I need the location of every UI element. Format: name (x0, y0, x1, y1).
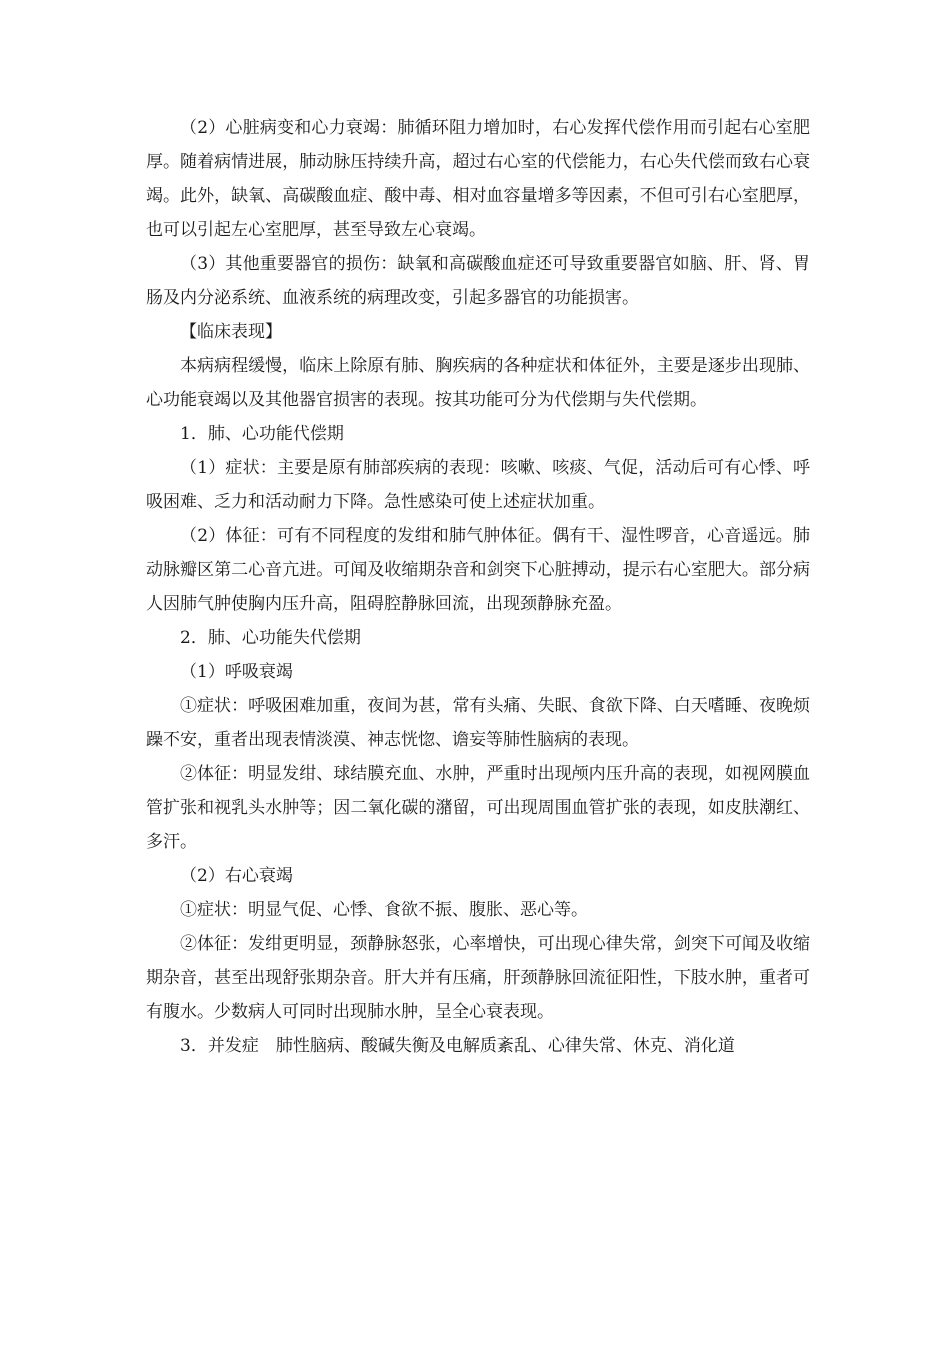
paragraph-respiratory-signs: ②体征：明显发绀、球结膜充血、水肿，严重时出现颅内压升高的表现，如视网膜血管扩张和视乳头水肿等；因二氧化碳的潴留，可出现周围血管扩张的表现，如皮肤潮红、多汗。 (146, 764, 810, 852)
paragraph-complications: 3．并发症 肺性脑病、酸碱失衡及电解质紊乱、心律失常、休克、消化道 (180, 1036, 735, 1056)
paragraph-right-heart-symptoms: ①症状：明显气促、心悸、食欲不振、腹胀、恶心等。 (180, 900, 588, 920)
subheading-right-heart-failure: （2）右心衰竭 (180, 866, 293, 886)
document-page (146, 111, 810, 1063)
paragraph-compensated-symptoms: （1）症状：主要是原有肺部疾病的表现：咳嗽、咳痰、气促，活动后可有心悸、呼吸困难、乏力和活动耐力下降。急性感染可使上述症状加重。 (146, 458, 810, 512)
paragraph-compensated-signs: （2）体征：可有不同程度的发绀和肺气肿体征。偶有干、湿性啰音，心音遥远。肺动脉瓣区第二心音亢进。可闻及收缩期杂音和剑突下心脏搏动，提示右心室肥大。部分病人因肺气肿使胸内压升高，阻碍腔静脉回流，出现颈静脉充盈。 (146, 526, 810, 614)
paragraph-heart-failure: （2）心脏病变和心力衰竭：肺循环阻力增加时，右心发挥代偿作用而引起右心室肥厚。随着病情进展，肺动脉压持续升高，超过右心室的代偿能力，右心失代偿而致右心衰竭。此外，缺氧、高碳酸血症、酸中毒、相对血容量增多等因素，不但可引右心室肥厚，也可以引起左心室肥厚，甚至导致左心衰竭。 (146, 118, 810, 240)
subheading-decompensated: 2．肺、心功能失代偿期 (180, 628, 361, 648)
paragraph-right-heart-signs: ②体征：发绀更明显，颈静脉怒张，心率增快，可出现心律失常，剑突下可闻及收缩期杂音，甚至出现舒张期杂音。肝大并有压痛，肝颈静脉回流征阳性，下肢水肿，重者可有腹水。少数病人可同时出现肺水肿，呈全心衰表现。 (146, 934, 810, 1022)
paragraph-clinical-intro: 本病病程缓慢，临床上除原有肺、胸疾病的各种症状和体征外，主要是逐步出现肺、心功能衰竭以及其他器官损害的表现。按其功能可分为代偿期与失代偿期。 (146, 356, 810, 410)
paragraph-other-organs: （3）其他重要器官的损伤：缺氧和高碳酸血症还可导致重要器官如脑、肝、肾、胃肠及内分泌系统、血液系统的病理改变，引起多器官的功能损害。 (146, 254, 810, 308)
subheading-respiratory-failure: （1）呼吸衰竭 (180, 662, 293, 682)
subheading-compensated: 1．肺、心功能代偿期 (180, 424, 344, 444)
section-heading-clinical: 【临床表现】 (180, 322, 282, 342)
paragraph-respiratory-symptoms: ①症状：呼吸困难加重，夜间为甚，常有头痛、失眠、食欲下降、白天嗜睡、夜晚烦躁不安，重者出现表情淡漠、神志恍惚、谵妄等肺性脑病的表现。 (146, 696, 810, 750)
